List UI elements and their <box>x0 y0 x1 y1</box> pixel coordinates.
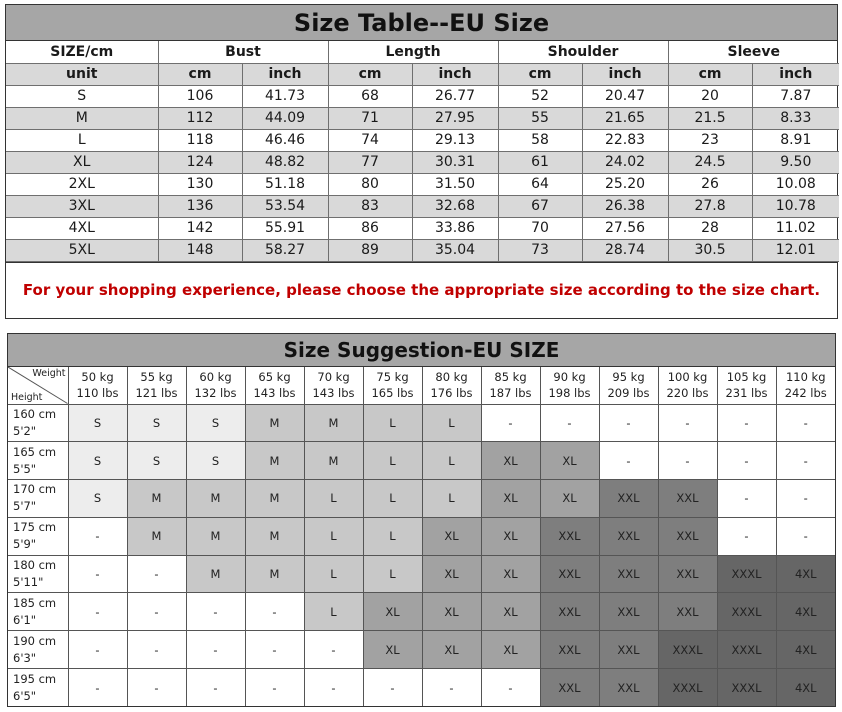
height-ft: 5'11" <box>13 575 44 590</box>
suggested-size-cell: - <box>599 442 658 480</box>
height-cm: 170 cm <box>13 482 57 497</box>
weight-kg: 65 kg <box>258 370 291 385</box>
suggested-size-cell: XXL <box>540 517 599 555</box>
size-value-cell: 68 <box>328 85 412 107</box>
height-row <box>8 442 835 480</box>
weight-lbs: 231 lbs <box>725 386 768 401</box>
suggested-size-cell: XXXL <box>717 631 776 669</box>
weight-kg: 105 kg <box>726 370 767 385</box>
height-header-cell <box>8 555 68 593</box>
height-cm: 180 cm <box>13 558 57 573</box>
size-value-cell: 35.04 <box>412 239 498 261</box>
weight-kg: 55 kg <box>140 370 173 385</box>
weight-kg: 80 kg <box>435 370 468 385</box>
suggested-size-cell: XXL <box>599 593 658 631</box>
size-value-cell: 106 <box>158 85 242 107</box>
corner-cell <box>8 367 68 404</box>
suggested-size-cell: XL <box>363 593 422 631</box>
size-value-cell: 55 <box>498 107 582 129</box>
suggested-size-cell: 4XL <box>776 631 835 669</box>
weight-header-cell <box>776 367 835 404</box>
suggested-size-cell: XL <box>481 517 540 555</box>
suggested-size-cell: XL <box>422 631 481 669</box>
weight-kg: 85 kg <box>494 370 527 385</box>
size-label-cell: M <box>6 107 158 129</box>
height-header-cell <box>8 669 68 707</box>
size-value-cell: 27.8 <box>668 195 752 217</box>
size-suggestion-table <box>7 333 836 707</box>
suggested-size-cell: - <box>68 669 127 707</box>
suggested-size-cell: XXL <box>658 593 717 631</box>
unit-cell: cm <box>328 63 412 85</box>
size-value-cell: 8.91 <box>752 129 839 151</box>
suggested-size-cell: XL <box>481 480 540 518</box>
size-value-cell: 27.56 <box>582 217 668 239</box>
weight-lbs: 242 lbs <box>784 386 827 401</box>
suggested-size-cell: L <box>304 593 363 631</box>
suggested-size-cell: - <box>68 555 127 593</box>
suggested-size-cell: - <box>68 593 127 631</box>
size-value-cell: 55.91 <box>242 217 328 239</box>
weight-kg: 60 kg <box>199 370 232 385</box>
size-value-cell: 46.46 <box>242 129 328 151</box>
suggested-size-cell: M <box>186 555 245 593</box>
header-cell: SIZE/cm <box>6 41 158 63</box>
height-row <box>8 593 835 631</box>
suggested-size-cell: - <box>245 669 304 707</box>
weight-header-cell <box>658 367 717 404</box>
size-row <box>6 239 839 261</box>
suggested-size-cell: XL <box>481 593 540 631</box>
suggested-size-cell: - <box>245 593 304 631</box>
size-table-header-row <box>6 41 839 63</box>
suggested-size-cell: S <box>68 442 127 480</box>
height-header-cell <box>8 442 68 480</box>
size-row <box>6 195 839 217</box>
suggested-size-cell: XL <box>481 555 540 593</box>
size-value-cell: 29.13 <box>412 129 498 151</box>
header-cell: Shoulder <box>498 41 668 63</box>
suggested-size-cell: - <box>717 404 776 442</box>
height-row <box>8 404 835 442</box>
suggested-size-cell: - <box>304 669 363 707</box>
suggested-size-cell: - <box>481 404 540 442</box>
height-ft: 5'2" <box>13 423 37 438</box>
size-value-cell: 51.18 <box>242 173 328 195</box>
height-ft: 5'9" <box>13 537 37 552</box>
height-ft: 5'7" <box>13 499 37 514</box>
size-value-cell: 70 <box>498 217 582 239</box>
suggested-size-cell: XXL <box>540 555 599 593</box>
size-value-cell: 52 <box>498 85 582 107</box>
size-value-cell: 86 <box>328 217 412 239</box>
size-value-cell: 58 <box>498 129 582 151</box>
weight-header-cell <box>245 367 304 404</box>
size-value-cell: 148 <box>158 239 242 261</box>
suggested-size-cell: L <box>363 555 422 593</box>
weight-lbs: 198 lbs <box>548 386 591 401</box>
size-value-cell: 21.5 <box>668 107 752 129</box>
size-value-cell: 20 <box>668 85 752 107</box>
size-value-cell: 74 <box>328 129 412 151</box>
weight-lbs: 165 lbs <box>371 386 414 401</box>
size-value-cell: 24.02 <box>582 151 668 173</box>
suggested-size-cell: - <box>186 669 245 707</box>
suggested-size-cell: - <box>186 631 245 669</box>
weight-header-row <box>8 367 835 404</box>
suggested-size-cell: - <box>658 404 717 442</box>
header-cell: Bust <box>158 41 328 63</box>
weight-lbs: 143 lbs <box>253 386 296 401</box>
suggested-size-cell: XXXL <box>717 669 776 707</box>
height-cm: 165 cm <box>13 444 57 459</box>
size-row <box>6 217 839 239</box>
suggested-size-cell: L <box>422 480 481 518</box>
size-value-cell: 23 <box>668 129 752 151</box>
suggested-size-cell: - <box>540 404 599 442</box>
size-value-cell: 44.09 <box>242 107 328 129</box>
weight-lbs: 143 lbs <box>312 386 355 401</box>
size-value-cell: 22.83 <box>582 129 668 151</box>
size-value-cell: 67 <box>498 195 582 217</box>
size-value-cell: 31.50 <box>412 173 498 195</box>
height-header-cell <box>8 593 68 631</box>
height-row <box>8 555 835 593</box>
size-value-cell: 58.27 <box>242 239 328 261</box>
suggested-size-cell: XL <box>540 442 599 480</box>
weight-header-cell <box>540 367 599 404</box>
suggested-size-cell: XXL <box>658 517 717 555</box>
height-cm: 160 cm <box>13 406 57 421</box>
unit-cell: cm <box>498 63 582 85</box>
height-cm: 185 cm <box>13 595 57 610</box>
height-row <box>8 517 835 555</box>
header-cell: Length <box>328 41 498 63</box>
unit-cell: inch <box>242 63 328 85</box>
size-value-cell: 27.95 <box>412 107 498 129</box>
weight-lbs: 121 lbs <box>135 386 178 401</box>
suggested-size-cell: M <box>245 404 304 442</box>
weight-header-cell <box>422 367 481 404</box>
size-value-cell: 124 <box>158 151 242 173</box>
weight-lbs: 132 lbs <box>194 386 237 401</box>
size-value-cell: 32.68 <box>412 195 498 217</box>
suggested-size-cell: - <box>363 669 422 707</box>
size-value-cell: 26 <box>668 173 752 195</box>
weight-header-cell <box>363 367 422 404</box>
height-cm: 190 cm <box>13 633 57 648</box>
size-value-cell: 25.20 <box>582 173 668 195</box>
suggested-size-cell: - <box>422 669 481 707</box>
height-header-cell <box>8 631 68 669</box>
weight-header-cell <box>481 367 540 404</box>
suggested-size-cell: - <box>599 404 658 442</box>
suggested-size-cell: L <box>422 404 481 442</box>
size-label-cell: 3XL <box>6 195 158 217</box>
suggested-size-cell: XXL <box>658 480 717 518</box>
suggested-size-cell: - <box>776 404 835 442</box>
suggested-size-cell: XXL <box>658 555 717 593</box>
weight-kg: 75 kg <box>376 370 409 385</box>
size-value-cell: 80 <box>328 173 412 195</box>
size-label-cell: L <box>6 129 158 151</box>
height-header-cell <box>8 480 68 518</box>
unit-cell: inch <box>412 63 498 85</box>
size-value-cell: 9.50 <box>752 151 839 173</box>
size-value-cell: 21.65 <box>582 107 668 129</box>
size-value-cell: 83 <box>328 195 412 217</box>
size-value-cell: 24.5 <box>668 151 752 173</box>
weight-lbs: 187 lbs <box>489 386 532 401</box>
weight-header-cell <box>127 367 186 404</box>
size-value-cell: 30.5 <box>668 239 752 261</box>
suggested-size-cell: L <box>363 480 422 518</box>
suggested-size-cell: XXL <box>599 517 658 555</box>
suggested-size-cell: - <box>245 631 304 669</box>
size-value-cell: 8.33 <box>752 107 839 129</box>
weight-lbs: 209 lbs <box>607 386 650 401</box>
weight-header-cell <box>717 367 776 404</box>
suggested-size-cell: - <box>127 555 186 593</box>
suggested-size-cell: M <box>245 555 304 593</box>
size-value-cell: 10.08 <box>752 173 839 195</box>
size-value-cell: 136 <box>158 195 242 217</box>
suggested-size-cell: - <box>68 631 127 669</box>
suggested-size-cell: XXXL <box>717 593 776 631</box>
suggested-size-cell: L <box>363 517 422 555</box>
suggested-size-cell: - <box>776 517 835 555</box>
size-value-cell: 7.87 <box>752 85 839 107</box>
size-value-cell: 118 <box>158 129 242 151</box>
weight-kg: 70 kg <box>317 370 350 385</box>
suggested-size-cell: - <box>186 593 245 631</box>
size-value-cell: 53.54 <box>242 195 328 217</box>
size-table-title: Size Table--EU Size <box>6 5 837 41</box>
size-table-grid <box>6 41 839 262</box>
weight-header-cell <box>68 367 127 404</box>
weight-kg: 90 kg <box>553 370 586 385</box>
height-ft: 6'1" <box>13 612 37 627</box>
height-header-cell <box>8 404 68 442</box>
suggested-size-cell: XL <box>363 631 422 669</box>
weight-header-cell <box>599 367 658 404</box>
size-value-cell: 28.74 <box>582 239 668 261</box>
size-label-cell: S <box>6 85 158 107</box>
suggested-size-cell: M <box>304 404 363 442</box>
size-label-cell: 5XL <box>6 239 158 261</box>
suggested-size-cell: XXL <box>540 669 599 707</box>
suggested-size-cell: M <box>245 442 304 480</box>
size-value-cell: 30.31 <box>412 151 498 173</box>
suggested-size-cell: XXL <box>599 631 658 669</box>
suggested-size-cell: XXL <box>540 593 599 631</box>
weight-kg: 110 kg <box>785 370 826 385</box>
suggested-size-cell: - <box>127 669 186 707</box>
suggested-size-cell: M <box>186 517 245 555</box>
size-value-cell: 112 <box>158 107 242 129</box>
size-value-cell: 26.38 <box>582 195 668 217</box>
size-value-cell: 77 <box>328 151 412 173</box>
suggested-size-cell: XXL <box>599 555 658 593</box>
size-row <box>6 151 839 173</box>
size-suggestion-grid <box>8 367 835 706</box>
suggested-size-cell: XL <box>540 480 599 518</box>
suggested-size-cell: - <box>717 480 776 518</box>
size-value-cell: 64 <box>498 173 582 195</box>
unit-cell: cm <box>668 63 752 85</box>
size-value-cell: 71 <box>328 107 412 129</box>
suggested-size-cell: L <box>363 404 422 442</box>
suggested-size-cell: - <box>481 669 540 707</box>
height-row <box>8 669 835 707</box>
suggested-size-cell: XL <box>481 631 540 669</box>
weight-lbs: 176 lbs <box>430 386 473 401</box>
suggested-size-cell: XL <box>422 517 481 555</box>
size-value-cell: 61 <box>498 151 582 173</box>
size-table <box>5 4 838 319</box>
suggested-size-cell: - <box>717 442 776 480</box>
weight-lbs: 220 lbs <box>666 386 709 401</box>
size-row <box>6 129 839 151</box>
suggested-size-cell: S <box>127 404 186 442</box>
suggested-size-cell: - <box>776 442 835 480</box>
suggested-size-cell: S <box>68 404 127 442</box>
size-value-cell: 10.78 <box>752 195 839 217</box>
unit-cell: cm <box>158 63 242 85</box>
suggested-size-cell: M <box>127 480 186 518</box>
suggested-size-cell: - <box>127 631 186 669</box>
suggested-size-cell: L <box>422 442 481 480</box>
header-cell: Sleeve <box>668 41 839 63</box>
suggested-size-cell: S <box>127 442 186 480</box>
suggested-size-cell: XXL <box>599 669 658 707</box>
size-table-note: For your shopping experience, please choose the appropriate size according to the size chart. <box>6 262 837 318</box>
size-row <box>6 173 839 195</box>
suggested-size-cell: M <box>304 442 363 480</box>
size-value-cell: 12.01 <box>752 239 839 261</box>
suggested-size-cell: - <box>304 631 363 669</box>
weight-kg: 95 kg <box>612 370 645 385</box>
weight-header-cell <box>304 367 363 404</box>
height-row <box>8 480 835 518</box>
suggested-size-cell: - <box>68 517 127 555</box>
suggested-size-cell: L <box>363 442 422 480</box>
size-value-cell: 142 <box>158 217 242 239</box>
unit-cell: inch <box>752 63 839 85</box>
weight-header-cell <box>186 367 245 404</box>
size-value-cell: 33.86 <box>412 217 498 239</box>
height-header-cell <box>8 517 68 555</box>
size-label-cell: XL <box>6 151 158 173</box>
height-cm: 195 cm <box>13 671 57 686</box>
size-value-cell: 41.73 <box>242 85 328 107</box>
suggested-size-cell: - <box>127 593 186 631</box>
height-ft: 5'5" <box>13 461 37 476</box>
unit-cell: unit <box>6 63 158 85</box>
suggested-size-cell: XXL <box>599 480 658 518</box>
size-row <box>6 85 839 107</box>
size-value-cell: 73 <box>498 239 582 261</box>
suggested-size-cell: - <box>717 517 776 555</box>
suggested-size-cell: M <box>245 480 304 518</box>
size-label-cell: 2XL <box>6 173 158 195</box>
suggested-size-cell: XXL <box>540 631 599 669</box>
height-ft: 6'5" <box>13 688 37 703</box>
size-value-cell: 130 <box>158 173 242 195</box>
unit-cell: inch <box>582 63 668 85</box>
suggested-size-cell: S <box>68 480 127 518</box>
suggested-size-cell: 4XL <box>776 555 835 593</box>
size-value-cell: 89 <box>328 239 412 261</box>
weight-kg: 100 kg <box>667 370 708 385</box>
size-value-cell: 48.82 <box>242 151 328 173</box>
suggested-size-cell: S <box>186 404 245 442</box>
suggested-size-cell: M <box>245 517 304 555</box>
suggested-size-cell: 4XL <box>776 669 835 707</box>
suggested-size-cell: - <box>658 442 717 480</box>
height-row <box>8 631 835 669</box>
suggested-size-cell: M <box>186 480 245 518</box>
suggested-size-cell: 4XL <box>776 593 835 631</box>
height-cm: 175 cm <box>13 520 57 535</box>
size-label-cell: 4XL <box>6 217 158 239</box>
size-value-cell: 20.47 <box>582 85 668 107</box>
suggested-size-cell: XXXL <box>658 631 717 669</box>
corner-height-label: Height <box>11 391 43 403</box>
suggested-size-cell: - <box>776 480 835 518</box>
size-value-cell: 11.02 <box>752 217 839 239</box>
weight-kg: 50 kg <box>81 370 114 385</box>
size-value-cell: 26.77 <box>412 85 498 107</box>
suggested-size-cell: XXXL <box>717 555 776 593</box>
suggested-size-cell: XL <box>422 555 481 593</box>
size-table-unit-row <box>6 63 839 85</box>
size-value-cell: 28 <box>668 217 752 239</box>
suggested-size-cell: L <box>304 517 363 555</box>
suggested-size-cell: XL <box>422 593 481 631</box>
corner-weight-label: Weight <box>32 368 66 379</box>
size-row <box>6 107 839 129</box>
suggested-size-cell: M <box>127 517 186 555</box>
suggested-size-cell: L <box>304 480 363 518</box>
suggested-size-cell: XL <box>481 442 540 480</box>
size-suggestion-title: Size Suggestion-EU SIZE <box>8 334 835 367</box>
suggested-size-cell: XXXL <box>658 669 717 707</box>
height-ft: 6'3" <box>13 650 37 665</box>
suggested-size-cell: S <box>186 442 245 480</box>
suggested-size-cell: L <box>304 555 363 593</box>
weight-lbs: 110 lbs <box>76 386 119 401</box>
